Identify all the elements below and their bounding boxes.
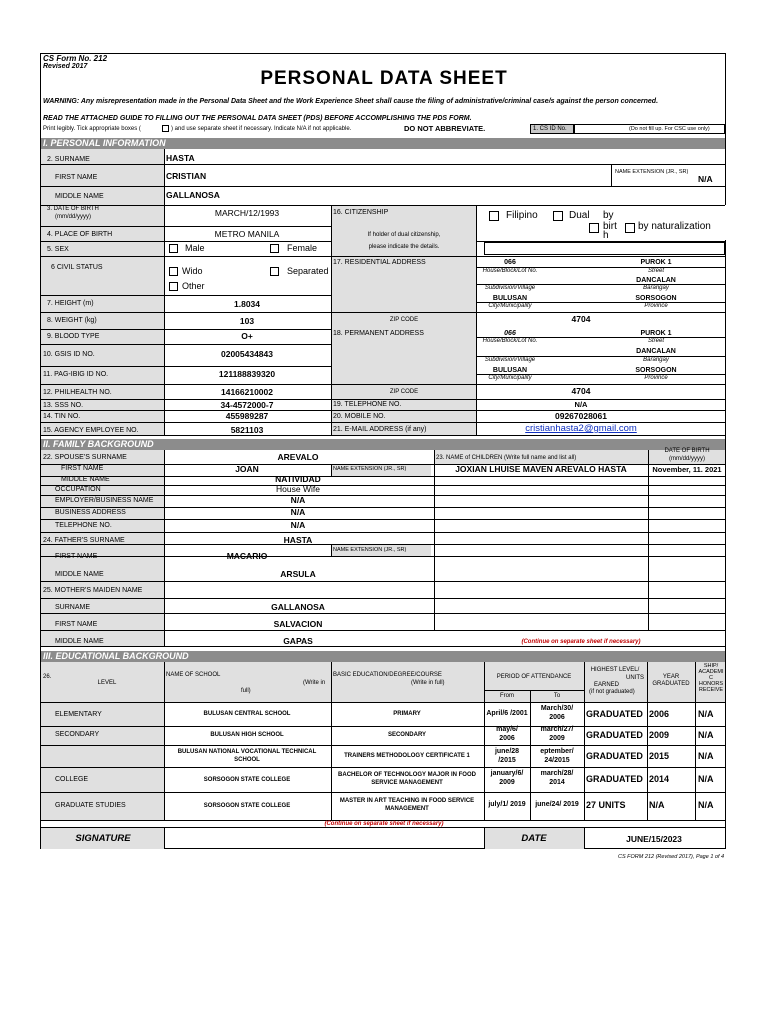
edu-row-course[interactable]: BACHELOR OF TECHNOLOGY MAJOR IN FOOD — [338, 772, 476, 778]
edu-row-from-2[interactable]: 2009 — [499, 779, 515, 786]
mother-middle-label: MIDDLE NAME — [55, 638, 104, 645]
res-province-value[interactable]: SORSOGON — [635, 295, 677, 302]
edu-honors-header-5: RECEIVE — [698, 687, 724, 693]
res-street-value[interactable]: PUROK 1 — [640, 259, 672, 266]
signature-field[interactable] — [166, 829, 482, 848]
edu-row-from[interactable]: january/6/ — [490, 770, 524, 777]
edu-from-header: From — [500, 693, 514, 699]
edu-row-level: COLLEGE — [55, 776, 89, 783]
height-value[interactable]: 1.8034 — [234, 299, 260, 309]
edu-row-from-2[interactable]: 2006 — [499, 735, 515, 742]
father-surname-label: 24. FATHER'S SURNAME — [43, 537, 125, 544]
edu-row-to[interactable]: March/30/ — [540, 705, 574, 712]
edu-highest-header: HIGHEST LEVEL/ — [590, 667, 640, 673]
edu-row-from[interactable]: April/6 /2001 — [486, 710, 528, 717]
weight-label: 8. WEIGHT (kg) — [47, 317, 97, 324]
mother-maiden-label: 25. MOTHER'S MAIDEN NAME — [43, 587, 143, 594]
philhealth-value[interactable]: 14166210002 — [220, 387, 274, 397]
guide-text: READ THE ATTACHED GUIDE TO FILLING OUT THE PERSONAL DATA SHEET (PDS) BEFORE ACCOMPLISHING THE PDS FORM. — [43, 115, 472, 122]
no-abbreviate-text: DO NOT ABBREVIATE. — [404, 124, 486, 133]
edu-course-header: BASIC EDUCATION/DEGREE/COURSE — [333, 672, 442, 678]
res-city-value[interactable]: BULUSAN — [492, 295, 528, 302]
civil-widowed-label: Wido — [182, 266, 203, 276]
perm-house-caption: House/Block/Lot No. — [482, 338, 538, 344]
citizenship-filipino-label: Filipino — [506, 210, 538, 221]
edu-row-from[interactable]: may/6/ — [496, 726, 518, 733]
res-province-caption: Province — [644, 303, 668, 309]
residential-address-label: 17. RESIDENTIAL ADDRESS — [333, 259, 426, 266]
blood-type-label: 9. BLOOD TYPE — [47, 333, 100, 340]
edu-school-header-3: full) — [241, 688, 251, 694]
civil-separated-label: Separated — [287, 266, 329, 276]
edu-row-honors[interactable]: N/A — [698, 751, 714, 761]
edu-school-header-2: (Write in — [303, 680, 326, 686]
perm-barangay-value[interactable]: DANCALAN — [636, 348, 676, 355]
dob-format: (mm/dd/yyyy) — [55, 214, 91, 220]
instruction-text-a: Print legibly. Tick appropriate boxes ( — [43, 126, 141, 132]
surname-label: 2. SURNAME — [47, 156, 90, 163]
cs-id-label: 1. CS ID No. — [533, 126, 567, 132]
edu-honors-header: SHIP/ — [703, 663, 719, 669]
spouse-surname-value[interactable]: AREVALO — [277, 452, 319, 462]
name-extension-value[interactable]: N/A — [698, 174, 713, 184]
edu-row-honors[interactable]: N/A — [698, 774, 714, 784]
edu-row-from-2[interactable]: /2015 — [498, 757, 516, 764]
form-revision: Revised 2017 — [43, 63, 88, 70]
edu-year-header-2: GRADUATED — [652, 681, 690, 687]
edu-row-course[interactable]: MASTER IN ART TEACHING IN FOOD SERVICE — [339, 798, 475, 804]
edu-row-highest[interactable]: 27 UNITS — [586, 800, 626, 810]
res-house-value[interactable]: 066 — [504, 259, 516, 266]
section-personal-information: I. PERSONAL INFORMATION — [41, 138, 725, 149]
edu-row-to[interactable]: eptember/ — [540, 748, 574, 755]
edu-row-course[interactable]: TRAINERS METHODOLOGY CERTIFICATE 1 — [344, 753, 470, 759]
edu-row-school-2[interactable]: SCHOOL — [234, 757, 260, 763]
edu-row-course-2[interactable]: SERVICE MANAGEMENT — [371, 780, 443, 786]
weight-value[interactable]: 103 — [239, 316, 255, 326]
height-label: 7. HEIGHT (m) — [47, 300, 94, 307]
edu-highest-header-4: (if not graduated) — [589, 689, 635, 695]
middle-name-value[interactable]: GALLANOSA — [166, 190, 220, 200]
edu-row-level: ELEMENTARY — [55, 711, 102, 718]
citizenship-label: 16. CITIZENSHIP — [333, 209, 389, 216]
edu-number-label: 26. — [43, 674, 52, 680]
perm-province-value[interactable]: SORSOGON — [635, 367, 677, 374]
sex-female-checkbox[interactable] — [270, 244, 279, 253]
first-name-label: FIRST NAME — [55, 174, 98, 181]
tin-value[interactable]: 455989287 — [225, 411, 269, 421]
edu-row-course-2[interactable]: MANAGEMENT — [385, 806, 429, 812]
perm-province-caption: Province — [644, 375, 668, 381]
edu-year-header: YEAR — [662, 674, 680, 680]
edu-row-level: GRADUATE STUDIES — [55, 802, 126, 809]
section-educational-background: III. EDUCATIONAL BACKGROUND — [41, 651, 725, 662]
date-label: DATE — [521, 833, 547, 844]
employer-value[interactable]: N/A — [290, 495, 306, 505]
father-middle-value[interactable]: ARSULA — [280, 569, 316, 579]
res-barangay-caption: Barangay — [643, 285, 669, 291]
dual-citizenship-note-1: If holder of dual citizenship, — [367, 232, 441, 238]
res-zip-label: ZIP CODE — [389, 317, 419, 323]
gsis-label: 10. GSIS ID NO. — [43, 351, 95, 358]
edu-row-highest[interactable]: GRADUATED — [586, 774, 643, 784]
edu-row-year[interactable]: 2006 — [649, 709, 670, 719]
edu-level-header: LEVEL — [97, 680, 117, 686]
mother-middle-value[interactable]: GAPAS — [283, 636, 313, 646]
perm-house-value[interactable]: 066 — [504, 330, 516, 337]
edu-period-header: PERIOD OF ATTENDANCE — [496, 674, 572, 680]
blood-type-value[interactable]: O+ — [241, 331, 253, 341]
res-barangay-value[interactable]: DANCALAN — [636, 277, 676, 284]
spouse-middle-label: MIDDLE NAME — [61, 476, 110, 483]
signature-label: SIGNATURE — [75, 833, 131, 844]
child-dob-value[interactable]: November, 11. 2021 — [652, 465, 722, 474]
edu-row-course[interactable]: SECONDARY — [387, 732, 427, 738]
civil-widowed-checkbox[interactable] — [169, 267, 178, 276]
edu-to-header: To — [553, 693, 561, 699]
email-label: 21. E-MAIL ADDRESS (if any) — [333, 426, 427, 433]
edu-row-honors[interactable]: N/A — [698, 709, 714, 719]
edu-honors-header-2: ACADEMI — [698, 669, 724, 675]
spouse-telephone-value[interactable]: N/A — [290, 520, 306, 530]
edu-row-school[interactable]: SORSOGON STATE COLLEGE — [203, 803, 291, 809]
page-title: PERSONAL DATA SHEET — [260, 68, 508, 89]
agency-employee-label: 15. AGENCY EMPLOYEE NO. — [43, 427, 139, 434]
perm-zip-value[interactable]: 4704 — [571, 386, 591, 396]
spouse-first-label: FIRST NAME — [61, 465, 104, 472]
edu-row-year[interactable]: 2014 — [649, 774, 670, 784]
date-value[interactable]: JUNE/15/2023 — [626, 834, 682, 844]
spouse-middle-value[interactable]: NATIVIDAD — [275, 474, 321, 484]
edu-row-school[interactable]: BULUSAN NATIONAL VOCATIONAL TECHNICAL — [177, 749, 317, 755]
pds-form — [40, 53, 726, 849]
sex-label: 5. SEX — [47, 246, 69, 253]
citizenship-by-label: by — [603, 210, 614, 221]
edu-row-year[interactable]: 2009 — [649, 730, 670, 740]
perm-street-value[interactable]: PUROK 1 — [640, 330, 672, 337]
edu-row-to[interactable]: march/27/ — [540, 726, 574, 733]
edu-honors-header-4: HONORS — [698, 681, 724, 687]
mother-surname-value[interactable]: GALLANOSA — [271, 602, 325, 612]
email-value[interactable]: cristianhasta2@gmail.com — [525, 423, 637, 434]
form-number: CS Form No. 212 — [43, 54, 108, 63]
edu-row-honors[interactable]: N/A — [698, 730, 714, 740]
edu-row-level: SECONDARY — [55, 731, 100, 738]
father-middle-label: MIDDLE NAME — [55, 571, 104, 578]
instruction-text-b: ) and use separate sheet if necessary. Indicate N/A if not applicable. — [171, 126, 352, 132]
tick-sample-box — [162, 125, 169, 132]
civil-status-label: 6 CIVIL STATUS — [51, 264, 103, 271]
warning-text: WARNING: Any misrepresentation made in the Personal Data Sheet and the Work Experience Sheet shall cause the filing of administrative/criminal case/s against the person concerned. — [43, 98, 659, 105]
employer-label: EMPLOYER/BUSINESS NAME — [55, 497, 154, 504]
father-ext-label: NAME EXTENSION (JR., SR) — [333, 547, 407, 553]
perm-subdivision-caption: Subdivision/Village — [484, 357, 536, 363]
mother-surname-label: SURNAME — [55, 604, 91, 611]
father-first-value[interactable]: MACARIO — [226, 551, 268, 561]
child-dob-label: DATE OF BIRTH — [664, 448, 710, 454]
citizenship-birth-label-2: h — [603, 230, 609, 241]
res-city-caption: City/Municipality — [488, 303, 532, 309]
edu-school-header: NAME OF SCHOOL — [166, 672, 221, 678]
citizenship-dual-checkbox[interactable] — [553, 211, 563, 221]
sss-label: 13. SSS NO. — [43, 402, 84, 409]
sex-male-label: Male — [185, 243, 205, 253]
agency-employee-value[interactable]: 5821103 — [230, 425, 264, 435]
spouse-ext-label: NAME EXTENSION (JR., SR) — [333, 466, 407, 472]
perm-street-caption: Street — [647, 338, 665, 344]
section-family-background: II. FAMILY BACKGROUND — [41, 439, 725, 450]
edu-highest-header-3: EARNED — [594, 682, 620, 688]
edu-row-from[interactable]: june/28 — [494, 748, 520, 755]
res-street-caption: Street — [647, 268, 665, 274]
edu-row-year[interactable]: N/A — [649, 800, 665, 810]
edu-row-highest[interactable]: GRADUATED — [586, 751, 643, 761]
perm-zip-label: ZIP CODE — [389, 389, 419, 395]
child-dob-format: (mm/dd/yyyy) — [669, 456, 705, 462]
surname-value[interactable]: HASTA — [166, 153, 195, 163]
name-extension-label: NAME EXTENSION (JR., SR) — [615, 169, 689, 175]
occupation-label: OCCUPATION — [55, 486, 101, 493]
citizenship-birth-label: birt — [603, 221, 617, 232]
pagibig-label: 11. PAG-IBIG ID NO. — [43, 371, 109, 378]
sss-value[interactable]: 34-4572000-7 — [220, 400, 274, 410]
res-house-caption: House/Block/Lot No. — [482, 268, 538, 274]
middle-name-label: MIDDLE NAME — [55, 193, 104, 200]
citizenship-naturalization-label: by naturalization — [638, 221, 711, 232]
edu-row-school[interactable]: SORSOGON STATE COLLEGE — [203, 777, 291, 783]
dob-value[interactable]: MARCH/12/1993 — [214, 208, 280, 218]
edu-row-school[interactable]: BULUSAN HIGH SCHOOL — [210, 732, 284, 738]
dob-label: 3. DATE OF BIRTH — [47, 206, 99, 212]
spouse-surname-label: 22. SPOUSE'S SURNAME — [43, 454, 127, 461]
civil-other-label: Other — [182, 281, 205, 291]
mobile-value[interactable]: 09267028061 — [554, 411, 608, 421]
occupation-value[interactable]: House Wife — [276, 484, 320, 494]
children-label: 23. NAME of CHILDREN (Write full name and list all) — [436, 455, 577, 461]
civil-separated-checkbox[interactable] — [270, 267, 279, 276]
edu-row-to-2[interactable]: 2006 — [549, 714, 565, 721]
dual-citizenship-country-select[interactable] — [484, 242, 725, 255]
dual-citizenship-note-2: please indicate the details. — [368, 244, 440, 250]
telephone-label: 19. TELEPHONE NO. — [333, 401, 402, 408]
civil-other-checkbox[interactable] — [169, 282, 178, 291]
gsis-value[interactable]: 02005434843 — [220, 349, 274, 359]
edu-row-to[interactable]: june/24/ 2019 — [535, 801, 579, 808]
father-first-label: FIRST NAME — [55, 553, 98, 560]
edu-row-course[interactable]: PRIMARY — [393, 711, 421, 717]
perm-city-value[interactable]: BULUSAN — [492, 367, 528, 374]
res-subdivision-caption: Subdivision/Village — [484, 285, 536, 291]
edu-course-header-2: (Write in full) — [411, 680, 445, 686]
edu-row-from[interactable]: july/1/ 2019 — [488, 801, 526, 808]
edu-row-to-2[interactable]: 2014 — [549, 779, 565, 786]
edu-row-highest[interactable]: GRADUATED — [586, 709, 643, 719]
edu-row-school[interactable]: BULUSAN CENTRAL SCHOOL — [203, 711, 291, 717]
sex-female-label: Female — [287, 243, 318, 253]
edu-row-highest[interactable]: GRADUATED — [586, 730, 643, 740]
edu-row-year[interactable]: 2015 — [649, 751, 670, 761]
mother-first-value[interactable]: SALVACION — [273, 619, 323, 629]
tin-label: 14. TIN NO. — [43, 413, 81, 420]
pob-value[interactable]: METRO MANILA — [214, 229, 280, 239]
spouse-telephone-label: TELEPHONE NO. — [55, 522, 112, 529]
pob-label: 4. PLACE OF BIRTH — [47, 231, 113, 238]
mobile-label: 20. MOBILE NO. — [333, 413, 386, 420]
res-zip-value[interactable]: 4704 — [571, 314, 591, 324]
edu-honors-header-3: C — [709, 675, 713, 681]
citizenship-filipino-checkbox[interactable] — [489, 211, 499, 221]
mother-first-label: FIRST NAME — [55, 621, 98, 628]
perm-barangay-caption: Barangay — [643, 357, 669, 363]
permanent-address-label: 18. PERMANENT ADDRESS — [333, 330, 424, 337]
edu-row-to-2[interactable]: 24/2015 — [544, 757, 570, 764]
citizenship-naturalization-checkbox[interactable] — [625, 223, 635, 233]
business-address-label: BUSINESS ADDRESS — [55, 509, 126, 516]
edu-highest-header-2: UNITS — [626, 675, 644, 681]
telephone-value[interactable]: N/A — [574, 400, 588, 409]
edu-row-honors[interactable]: N/A — [698, 800, 714, 810]
edu-row-to-2[interactable]: 2009 — [549, 735, 565, 742]
family-continue-note: (Continue on separate sheet if necessary) — [521, 639, 641, 645]
education-continue-note: (Continue on separate sheet if necessary) — [324, 821, 444, 827]
perm-city-caption: City/Municipality — [488, 375, 532, 381]
first-name-value[interactable]: CRISTIAN — [166, 171, 207, 181]
pagibig-value[interactable]: 121188839320 — [218, 369, 276, 379]
business-address-value[interactable]: N/A — [290, 507, 306, 517]
page-footer-note: CS FORM 212 (Revised 2017), Page 1 of 4 — [618, 854, 725, 860]
child-name-value[interactable]: JOXIAN LHUISE MAVEN AREVALO HASTA — [455, 464, 627, 474]
edu-row-to[interactable]: march/28/ — [540, 770, 574, 777]
sex-male-checkbox[interactable] — [169, 244, 178, 253]
citizenship-birth-checkbox[interactable] — [589, 223, 599, 233]
csc-use-note: (Do not fill up. For CSC use only) — [629, 126, 710, 132]
father-surname-value[interactable]: HASTA — [283, 535, 313, 545]
spouse-first-value[interactable]: JOAN — [235, 464, 259, 474]
citizenship-dual-label: Dual — [569, 210, 590, 221]
philhealth-label: 12. PHILHEALTH NO. — [43, 389, 112, 396]
